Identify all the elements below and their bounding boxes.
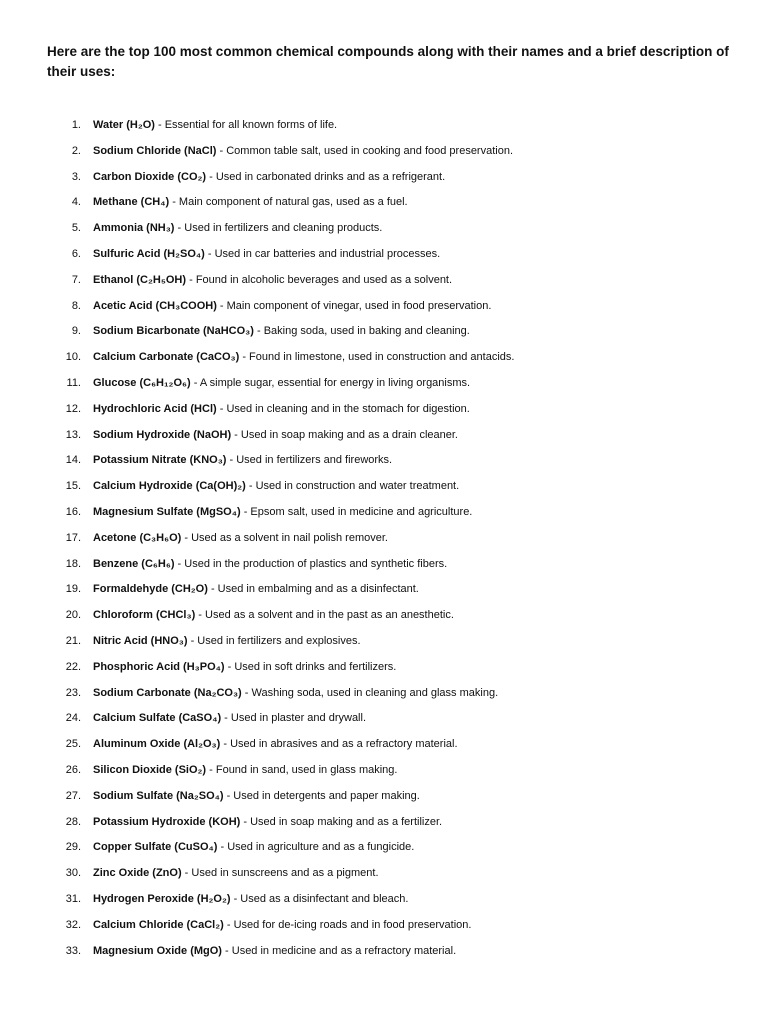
- list-item: [0, 192, 768, 218]
- compound-name: Nitric Acid (HNO₃): [93, 634, 188, 647]
- compound-name: Potassium Nitrate (KNO₃): [93, 454, 227, 467]
- compound-description: - Used in soap making and as a drain cleaner.: [231, 428, 458, 441]
- list-item-number: 26.: [65, 763, 81, 776]
- list-item: [0, 425, 768, 451]
- compound-description: - Used in soft drinks and fertilizers.: [224, 660, 397, 673]
- list-item-content: [93, 373, 470, 393]
- list-item-number: 17.: [65, 531, 81, 544]
- list-item-content: [93, 941, 456, 961]
- compound-description: - Used in abrasives and as a refractory material.: [220, 738, 458, 751]
- compound-name: Phosphoric Acid (H₃PO₄): [93, 660, 225, 673]
- list-item: [0, 450, 768, 476]
- list-item: [0, 321, 768, 347]
- compound-name: Calcium Sulfate (CaSO₄): [93, 712, 222, 725]
- list-item: [0, 605, 768, 631]
- list-item-content: [93, 734, 458, 754]
- compound-name: Sodium Carbonate (Na₂CO₃): [93, 686, 242, 699]
- compound-name: Sodium Bicarbonate (NaHCO₃): [93, 325, 254, 338]
- compound-name: Calcium Hydroxide (Ca(OH)₂): [93, 480, 246, 493]
- compound-description: - Used as a solvent and in the past as an anesthetic.: [195, 609, 454, 622]
- list-item-number: 3.: [71, 170, 81, 183]
- list-item-number: 14.: [65, 454, 81, 467]
- compound-name: Water (H₂O): [93, 119, 155, 131]
- list-item: [0, 218, 768, 244]
- list-item-number: 23.: [65, 686, 81, 699]
- list-item: [0, 760, 768, 786]
- compound-description: - Used in plaster and drywall.: [221, 712, 367, 725]
- compound-description: - Used in sunscreens and as a pigment.: [181, 867, 379, 880]
- compound-description: - Used in fertilizers and explosives.: [187, 634, 361, 647]
- list-item-number: 5.: [71, 222, 81, 235]
- compound-description: - Common table salt, used in cooking and food preservation.: [216, 144, 514, 157]
- compound-description: - Main component of vinegar, used in food preservation.: [216, 299, 492, 312]
- intro-paragraph: Here are the top 100 most common chemical compounds along with their names and a brief description of their uses:: [47, 44, 729, 79]
- list-item-number: 33.: [65, 944, 81, 957]
- compound-description: - A simple sugar, essential for energy in living organisms.: [190, 376, 471, 389]
- list-item-content: [93, 528, 388, 548]
- compound-name: Magnesium Sulfate (MgSO₄): [93, 505, 241, 518]
- list-item: [0, 296, 768, 322]
- compound-name: Magnesium Oxide (MgO): [93, 944, 222, 957]
- compound-name: Copper Sulfate (CuSO₄): [93, 841, 218, 854]
- list-item-number: 21.: [65, 634, 81, 647]
- compound-name: Sodium Chloride (NaCl): [93, 144, 217, 157]
- list-item-content: [93, 141, 513, 161]
- compound-name: Acetone (C₃H₆O): [93, 531, 182, 544]
- list-item-number: 31.: [65, 892, 81, 905]
- compound-description: - Used in carbonated drinks and as a refrigerant.: [206, 170, 446, 183]
- list-item: [0, 347, 768, 373]
- compound-description: - Used in the production of plastics and synthetic fibers.: [174, 557, 448, 570]
- list-item-number: 7.: [71, 273, 81, 286]
- list-item-number: 29.: [65, 841, 81, 854]
- list-item-number: 19.: [65, 583, 81, 596]
- list-item-number: 13.: [65, 428, 81, 441]
- compound-name: Hydrochloric Acid (HCl): [93, 402, 217, 415]
- list-item: [0, 373, 768, 399]
- list-item-number: 28.: [65, 815, 81, 828]
- compound-name: Potassium Hydroxide (KOH): [93, 815, 241, 828]
- list-item: [0, 115, 768, 141]
- compound-description: - Used in medicine and as a refractory material.: [221, 944, 457, 957]
- list-item-content: [93, 657, 396, 677]
- list-item-content: [93, 554, 447, 574]
- compound-description: - Used in cleaning and in the stomach for digestion.: [216, 402, 470, 415]
- compound-name: Glucose (C₆H₁₂O₆): [93, 376, 191, 389]
- list-item-content: [93, 605, 454, 625]
- list-item-content: [93, 425, 458, 445]
- compound-description: - Found in sand, used in glass making.: [206, 763, 398, 776]
- compound-name: Ammonia (NH₃): [93, 222, 175, 235]
- list-item-number: 30.: [65, 867, 81, 880]
- compound-description: - Used in detergents and paper making.: [223, 789, 420, 802]
- compound-description: - Essential for all known forms of life.: [154, 119, 338, 131]
- list-item-number: 8.: [71, 299, 81, 312]
- compound-list: [0, 115, 768, 966]
- list-item: [0, 579, 768, 605]
- compound-description: - Used in embalming and as a disinfectant.: [207, 583, 419, 596]
- compound-name: Hydrogen Peroxide (H₂O₂): [93, 892, 231, 905]
- list-item: [0, 734, 768, 760]
- compound-name: Zinc Oxide (ZnO): [93, 867, 182, 880]
- compound-name: Sodium Hydroxide (NaOH): [93, 428, 232, 441]
- compound-name: Acetic Acid (CH₃COOH): [93, 299, 217, 312]
- compound-name: Silicon Dioxide (SiO₂): [93, 763, 207, 776]
- compound-name: Methane (CH₄): [93, 196, 170, 209]
- compound-name: Aluminum Oxide (Al₂O₃): [93, 738, 221, 751]
- list-item-number: 27.: [65, 789, 81, 802]
- compound-name: Benzene (C₆H₆): [93, 557, 175, 570]
- list-item-number: 25.: [65, 738, 81, 751]
- compound-name: Calcium Carbonate (CaCO₃): [93, 351, 240, 364]
- list-item-content: [93, 399, 470, 419]
- list-item-number: 15.: [65, 480, 81, 493]
- list-item-content: [93, 786, 420, 806]
- list-item-content: [93, 115, 337, 135]
- list-item-number: 22.: [65, 660, 81, 673]
- list-item-content: [93, 347, 514, 367]
- compound-description: - Used in soap making and as a fertilizer.: [240, 815, 443, 828]
- list-item-content: [93, 683, 498, 703]
- list-item-content: [93, 244, 440, 264]
- list-item: [0, 683, 768, 709]
- compound-description: - Used in agriculture and as a fungicide.: [217, 841, 415, 854]
- list-item: [0, 476, 768, 502]
- list-item-content: [93, 708, 366, 728]
- list-item: [0, 141, 768, 167]
- list-item: [0, 657, 768, 683]
- list-item-number: 24.: [65, 712, 81, 725]
- list-item: [0, 812, 768, 838]
- list-item-number: 2.: [71, 144, 81, 157]
- compound-name: Ethanol (C₂H₅OH): [93, 273, 187, 286]
- compound-name: Sulfuric Acid (H₂SO₄): [93, 247, 205, 260]
- list-item-number: 1.: [71, 119, 81, 131]
- list-item-number: 10.: [65, 351, 81, 364]
- list-item-content: [93, 915, 471, 935]
- list-item: [0, 786, 768, 812]
- list-item: [0, 528, 768, 554]
- list-item: [0, 915, 768, 941]
- compound-description: - Used in fertilizers and fireworks.: [226, 454, 393, 467]
- list-item-content: [93, 476, 459, 496]
- compound-description: - Used as a disinfectant and bleach.: [230, 892, 409, 905]
- list-item-content: [93, 502, 472, 522]
- list-item: [0, 941, 768, 967]
- compound-description: - Main component of natural gas, used as a fuel.: [169, 196, 408, 209]
- list-item: [0, 708, 768, 734]
- list-item-number: 16.: [65, 505, 81, 518]
- list-item: [0, 244, 768, 270]
- list-item-content: [93, 218, 382, 238]
- compound-name: Formaldehyde (CH₂O): [93, 583, 208, 596]
- list-item: [0, 554, 768, 580]
- compound-name: Sodium Sulfate (Na₂SO₄): [93, 789, 224, 802]
- list-item-number: 20.: [65, 609, 81, 622]
- list-item-number: 18.: [65, 557, 81, 570]
- list-item: [0, 863, 768, 889]
- compound-description: - Used in construction and water treatment.: [245, 480, 460, 493]
- compound-name: Chloroform (CHCl₃): [93, 609, 196, 622]
- compound-description: - Baking soda, used in baking and cleaning.: [253, 325, 470, 338]
- list-item-content: [93, 270, 452, 290]
- list-item: [0, 631, 768, 657]
- list-item-number: 6.: [71, 247, 81, 260]
- list-item: [0, 889, 768, 915]
- list-item: [0, 502, 768, 528]
- list-item-number: 9.: [71, 325, 81, 338]
- compound-description: - Found in alcoholic beverages and used as a solvent.: [186, 273, 453, 286]
- list-item: [0, 399, 768, 425]
- list-item-content: [93, 631, 361, 651]
- compound-description: - Found in limestone, used in construction and antacids.: [239, 351, 515, 364]
- list-item-content: [93, 837, 414, 857]
- list-item-content: [93, 192, 408, 212]
- list-item-content: [93, 579, 419, 599]
- list-item-content: [93, 167, 445, 187]
- list-item-number: 11.: [66, 376, 81, 389]
- list-item-content: [93, 889, 408, 909]
- list-item-content: [93, 812, 442, 832]
- compound-description: - Used as a solvent in nail polish remover.: [181, 531, 388, 544]
- list-item-number: 4.: [71, 196, 81, 209]
- list-item-content: [93, 296, 491, 316]
- compound-name: Calcium Chloride (CaCl₂): [93, 918, 224, 931]
- list-item-number: 12.: [65, 402, 81, 415]
- compound-description: - Used in car batteries and industrial processes.: [204, 247, 441, 260]
- list-item-content: [93, 450, 392, 470]
- list-item-content: [93, 760, 397, 780]
- list-item: [0, 270, 768, 296]
- list-item: [0, 167, 768, 193]
- compound-description: - Washing soda, used in cleaning and glass making.: [241, 686, 499, 699]
- compound-description: - Used in fertilizers and cleaning products.: [174, 222, 383, 235]
- compound-description: - Used for de-icing roads and in food preservation.: [223, 918, 472, 931]
- list-item-number: 32.: [65, 918, 81, 931]
- list-item-content: [93, 321, 470, 341]
- list-item-content: [93, 863, 379, 883]
- compound-name: Carbon Dioxide (CO₂): [93, 170, 207, 183]
- list-item: [0, 837, 768, 863]
- compound-description: - Epsom salt, used in medicine and agriculture.: [240, 505, 473, 518]
